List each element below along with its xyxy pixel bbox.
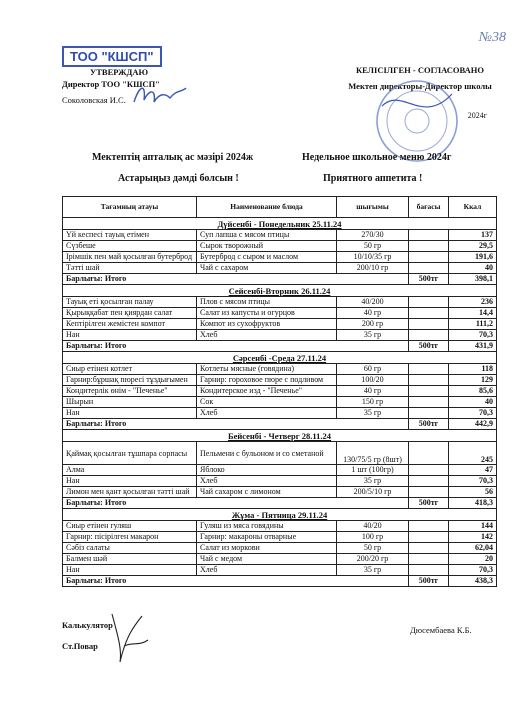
dish-kz: Сәбіз салаты xyxy=(63,543,197,554)
dish-ru: Хлеб xyxy=(197,565,337,576)
dish-price xyxy=(409,408,449,419)
dish-kcal: 137 xyxy=(449,230,497,241)
total-price: 500тг xyxy=(409,341,449,352)
dish-output: 40/20 xyxy=(337,521,409,532)
dish-price xyxy=(409,308,449,319)
cook-label: Ст.Повар xyxy=(62,641,98,651)
dish-kz: Нан xyxy=(63,408,197,419)
col-header: Тағамның атауы xyxy=(63,197,197,218)
dish-output: 100 гр xyxy=(337,532,409,543)
total-label: Барлығы: Итого xyxy=(63,498,409,509)
dish-price xyxy=(409,397,449,408)
title-ru: Недельное школьное меню 2024г xyxy=(302,152,452,163)
wish-ru: Приятного аппетита ! xyxy=(323,173,423,184)
dish-kcal: 118 xyxy=(449,364,497,375)
dish-ru: Пельмени с бульоном и со сметаной xyxy=(197,442,337,465)
dish-output: 40 гр xyxy=(337,386,409,397)
dish-output: 60 гр xyxy=(337,364,409,375)
approve-position: Директор ТОО "КШСП" xyxy=(62,79,160,89)
total-kcal: 438,3 xyxy=(449,576,497,587)
dish-ru: Чай сахаром с лимоном xyxy=(197,487,337,498)
total-label: Барлығы: Итого xyxy=(63,341,409,352)
dish-output: 100/20 xyxy=(337,375,409,386)
table-row xyxy=(63,442,497,465)
dish-ru: Сырок творожный xyxy=(197,241,337,252)
dish-ru: Хлеб xyxy=(197,330,337,341)
dish-price xyxy=(409,375,449,386)
table-row xyxy=(63,476,497,487)
table-row xyxy=(63,252,497,263)
col-header: шығымы xyxy=(337,197,409,218)
table-row xyxy=(63,408,497,419)
dish-price xyxy=(409,442,449,465)
dish-kz: Ірімшік пен май қосылған бутерброд xyxy=(63,252,197,263)
dish-output: 200/5/10 гр xyxy=(337,487,409,498)
dish-ru: Хлеб xyxy=(197,408,337,419)
dish-price xyxy=(409,252,449,263)
corner-number: №38 xyxy=(478,30,506,45)
dish-kcal: 191,6 xyxy=(449,252,497,263)
dish-ru: Салат из моркови xyxy=(197,543,337,554)
dish-price xyxy=(409,487,449,498)
dish-output: 40/200 xyxy=(337,297,409,308)
table-row xyxy=(63,386,497,397)
table-header-row xyxy=(63,197,497,218)
col-header: Наименование блюда xyxy=(197,197,337,218)
table-row xyxy=(63,364,497,375)
day-title: Сәрсенбі -Среда 27.11.24 xyxy=(63,352,497,364)
dish-price xyxy=(409,543,449,554)
dish-output: 50 гр xyxy=(337,543,409,554)
dish-kcal: 47 xyxy=(449,465,497,476)
dish-kz: Лимон мен қант қосылған тәтті шай xyxy=(63,487,197,498)
dish-kcal: 40 xyxy=(449,397,497,408)
dish-kcal: 142 xyxy=(449,532,497,543)
dish-kz: Үй кеспесі тауық етімен xyxy=(63,230,197,241)
dish-ru: Хлеб xyxy=(197,476,337,487)
dish-ru: Гуляш из мяса говядины xyxy=(197,521,337,532)
total-price: 500тг xyxy=(409,576,449,587)
total-label: Барлығы: Итого xyxy=(63,576,409,587)
dish-price xyxy=(409,330,449,341)
dish-ru: Чай с сахаром xyxy=(197,263,337,274)
approve-title: УТВЕРЖДАЮ xyxy=(90,67,149,77)
dish-price xyxy=(409,386,449,397)
total-row xyxy=(63,576,497,587)
dish-ru: Салат из капусты и огурцов xyxy=(197,308,337,319)
total-kcal: 398,1 xyxy=(449,274,497,285)
dish-ru: Чай с медом xyxy=(197,554,337,565)
total-row xyxy=(63,274,497,285)
dish-ru: Суп лапша с мясом птицы xyxy=(197,230,337,241)
table-row xyxy=(63,230,497,241)
company-stamp: ТОО "КШСП" xyxy=(62,46,162,67)
total-kcal: 442,9 xyxy=(449,419,497,430)
director-signature-icon xyxy=(130,80,190,110)
dish-kz: Сүзбеше xyxy=(63,241,197,252)
dish-kz: Сиыр етінен гуляш xyxy=(63,521,197,532)
dish-ru: Гарнир: гороховое пюре с подливом xyxy=(197,375,337,386)
dish-price xyxy=(409,565,449,576)
day-header-row xyxy=(63,352,497,364)
day-header-row xyxy=(63,285,497,297)
wish-kz: Астарыңыз дәмді болсын ! xyxy=(118,173,239,184)
dish-kz: Балмен шәй xyxy=(63,554,197,565)
agree-year: 2024г xyxy=(467,111,487,120)
dish-price xyxy=(409,263,449,274)
total-row xyxy=(63,341,497,352)
dish-kz: Тәтті шай xyxy=(63,263,197,274)
dish-kz: Тауық еті қосылған палау xyxy=(63,297,197,308)
table-row xyxy=(63,297,497,308)
dish-kz: Кептірілген жемістен компот xyxy=(63,319,197,330)
dish-kz: Қырыққабат пен қиярдан салат xyxy=(63,308,197,319)
dish-output: 10/10/35 гр xyxy=(337,252,409,263)
dish-price xyxy=(409,364,449,375)
dish-kz: Сиыр етінен котлет xyxy=(63,364,197,375)
dish-kcal: 85,6 xyxy=(449,386,497,397)
dish-kz: Нан xyxy=(63,476,197,487)
dish-output: 35 гр xyxy=(337,330,409,341)
dish-output: 150 гр xyxy=(337,397,409,408)
dish-kcal: 56 xyxy=(449,487,497,498)
total-kcal: 418,3 xyxy=(449,498,497,509)
dish-kcal: 14,4 xyxy=(449,308,497,319)
calculator-label: Калькулятор xyxy=(62,620,113,630)
dish-output: 130/75/5 гр (8шт) xyxy=(337,442,409,465)
dish-kcal: 129 xyxy=(449,375,497,386)
dish-ru: Сок xyxy=(197,397,337,408)
table-row xyxy=(63,554,497,565)
dish-kcal: 236 xyxy=(449,297,497,308)
dish-kcal: 62,04 xyxy=(449,543,497,554)
table-row xyxy=(63,487,497,498)
dish-ru: Гарнир: макароны отварные xyxy=(197,532,337,543)
dish-kcal: 40 xyxy=(449,263,497,274)
dish-kcal: 111,2 xyxy=(449,319,497,330)
dish-ru: Кондитерское изд - "Печенье" xyxy=(197,386,337,397)
dish-ru: Бутерброд с сыром и маслом xyxy=(197,252,337,263)
total-price: 500тг xyxy=(409,419,449,430)
total-label: Барлығы: Итого xyxy=(63,274,409,285)
dish-output: 200/10 гр xyxy=(337,263,409,274)
total-row xyxy=(63,419,497,430)
dish-ru: Котлеты мясные (говядина) xyxy=(197,364,337,375)
dish-price xyxy=(409,230,449,241)
dish-kz: Гарнир: пісірілген макарон xyxy=(63,532,197,543)
cook-name: Дюсембаева К.Б. xyxy=(410,625,472,635)
dish-output: 200/20 гр xyxy=(337,554,409,565)
table-row xyxy=(63,543,497,554)
table-row xyxy=(63,375,497,386)
table-row xyxy=(63,521,497,532)
table-row xyxy=(63,319,497,330)
dish-kz: Нан xyxy=(63,565,197,576)
day-title: Жұма - Пятница 29.11.24 xyxy=(63,509,497,521)
dish-kz: Гарнир:бұршақ пюресі тұздығымен xyxy=(63,375,197,386)
col-header: бағасы xyxy=(409,197,449,218)
dish-output: 40 гр xyxy=(337,308,409,319)
dish-kz: Алма xyxy=(63,465,197,476)
dish-price xyxy=(409,465,449,476)
dish-ru: Компот из сухофруктов xyxy=(197,319,337,330)
dish-kcal: 70,3 xyxy=(449,330,497,341)
dish-price xyxy=(409,319,449,330)
dish-kz: Шырын xyxy=(63,397,197,408)
dish-kcal: 70,3 xyxy=(449,408,497,419)
day-title: Бейсенбі - Четверг 28.11.24 xyxy=(63,430,497,442)
title-kz: Мектептің апталық ас мәзірі 2024ж xyxy=(92,152,254,163)
total-label: Барлығы: Итого xyxy=(63,419,409,430)
day-title: Дүйсенбі - Понедельник 25.11.24 xyxy=(63,218,497,230)
day-title: Сейсенбі-Вторник 26.11.24 xyxy=(63,285,497,297)
dish-price xyxy=(409,554,449,565)
dish-kcal: 20 xyxy=(449,554,497,565)
table-row xyxy=(63,465,497,476)
dish-kcal: 29,5 xyxy=(449,241,497,252)
day-header-row xyxy=(63,430,497,442)
dish-output: 200 гр xyxy=(337,319,409,330)
table-row xyxy=(63,532,497,543)
dish-kcal: 144 xyxy=(449,521,497,532)
dish-output: 270/30 xyxy=(337,230,409,241)
dish-kcal: 70,3 xyxy=(449,565,497,576)
table-row xyxy=(63,330,497,341)
dish-output: 1 шт (100гр) xyxy=(337,465,409,476)
dish-output: 50 гр xyxy=(337,241,409,252)
dish-price xyxy=(409,521,449,532)
dish-output: 35 гр xyxy=(337,476,409,487)
total-kcal: 431,9 xyxy=(449,341,497,352)
agree-title: КЕЛІСІЛГЕН - СОГЛАСОВАНО xyxy=(355,65,485,75)
dish-price xyxy=(409,241,449,252)
table-row xyxy=(63,241,497,252)
total-price: 500тг xyxy=(409,274,449,285)
dish-kz: Нан xyxy=(63,330,197,341)
cook-signature-icon xyxy=(104,606,154,666)
dish-price xyxy=(409,532,449,543)
table-row xyxy=(63,565,497,576)
dish-price xyxy=(409,476,449,487)
dish-ru: Плов с мясом птицы xyxy=(197,297,337,308)
table-row xyxy=(63,397,497,408)
dish-kz: Кондитерлік өнім - "Печенье" xyxy=(63,386,197,397)
approve-name: Соколовская И.С. xyxy=(62,95,126,105)
dish-output: 35 гр xyxy=(337,565,409,576)
total-row xyxy=(63,498,497,509)
dish-price xyxy=(409,297,449,308)
dish-kcal: 70,3 xyxy=(449,476,497,487)
table-row xyxy=(63,263,497,274)
day-header-row xyxy=(63,509,497,521)
dish-ru: Яблоко xyxy=(197,465,337,476)
agree-position: Мектеп директоры-Директор школы xyxy=(348,81,492,91)
dish-kz: Қаймақ қосылған тұшпара сорпасы xyxy=(63,442,197,465)
dish-kcal: 245 xyxy=(449,442,497,465)
day-header-row xyxy=(63,218,497,230)
total-price: 500тг xyxy=(409,498,449,509)
col-header: Ккал xyxy=(449,197,497,218)
menu-table xyxy=(62,196,497,587)
table-row xyxy=(63,308,497,319)
dish-output: 35 гр xyxy=(337,408,409,419)
